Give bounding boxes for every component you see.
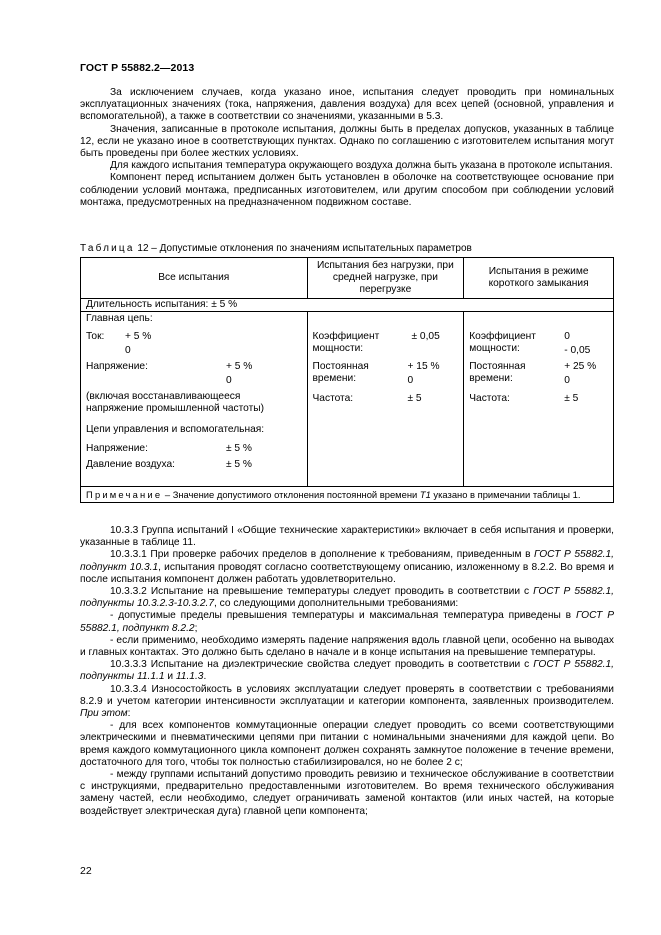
- note-text-end: указано в примечании таблицы 1.: [430, 489, 581, 501]
- paragraph: 10.3.3 Группа испытаний I «Общие технические характеристики» включает в себя испытания и проверки, указанные в таблице 11.: [80, 525, 614, 549]
- air-pressure-value: ± 5 %: [226, 459, 252, 471]
- paragraph: - между группами испытаний допустимо проводить ревизию и техническое обслуживание в соответствии с инструкциями, предварительно предоставленными изготовителем. Во время технического обслуживания замену частей, если необходимо, следует ограничивать заменой контактов (или иных частей, на которые воздействует электрическая дуга) главной цепи компонента;: [80, 769, 614, 817]
- frequency-value: ± 5: [564, 393, 579, 405]
- time-constant-plus: + 15 %: [407, 361, 440, 373]
- table-note: [81, 487, 614, 503]
- time-constant-label: Постоянная времени:: [469, 361, 526, 385]
- paragraph: За исключением случаев, когда указано иное, испытания следует проводить при номинальных эксплуатационных значениях (тока, напряжения, давления воздуха) для всех цепей (основной, управления и вспомогательной), а также в соответствии со значениями, указанными в 5.3.: [80, 87, 614, 123]
- text: и: [164, 671, 176, 683]
- voltage-minus: 0: [226, 375, 232, 387]
- paragraph: - если применимо, необходимо измерять падение напряжения вдоль главной цепи, особенно на выводах и главных контактах. Это должно быть сделано в начале и в конце испытания на превышение температуры.: [80, 634, 614, 659]
- text: 10.3.3.1 При проверке рабочих пределов в дополнение к требованиям, приведенным в: [110, 549, 535, 561]
- all-tests-cell: [81, 312, 308, 487]
- paragraph: Значения, записанные в протоколе испытания, должны быть в пределах допусков, указанных в таблице 12, если не указано иное в соответствующих пунктах. Однако по соглашению с изготовителем испытания могут быть проведены при более жестких условиях.: [80, 123, 614, 160]
- text: - допустимые пределы превышения температуры и максимальная температура приведены в: [110, 610, 576, 622]
- time-constant-label: Постоянная времени:: [312, 361, 369, 385]
- reference: ГОСТ Р 55882.1, подпункт 8.2.2: [80, 610, 614, 634]
- power-factor-label: Коэффициент мощности:: [469, 331, 536, 355]
- reference: ГОСТ Р 55882.1, подпункты 11.1.1: [80, 659, 614, 683]
- current-minus: 0: [125, 345, 131, 357]
- voltage-label: Напряжение:: [86, 361, 148, 373]
- note-word: Примечание: [86, 489, 163, 501]
- text: , испытания проводят согласно соответствующему описанию, изложенному в 8.2.2. Во время и после испытания компонент должен работать удовлетворительно.: [80, 561, 614, 585]
- text: 10.3.3.2 Испытание на превышение температуры следует проводить в соответствии с: [110, 586, 534, 598]
- air-pressure-label: Давление воздуха:: [86, 459, 175, 471]
- emphasis: При этом: [80, 708, 128, 720]
- intro-text: [80, 87, 614, 209]
- paragraph: [80, 610, 614, 634]
- text: .: [203, 671, 207, 683]
- text: , со следующими дополнительными требованиями:: [213, 598, 459, 610]
- power-factor-value: ± 0,05: [411, 331, 440, 343]
- short-circuit-cell: [464, 312, 614, 487]
- control-voltage-value: ± 5 %: [226, 443, 252, 455]
- voltage-note: (включая восстанавливающееся напряжение промышленной частоты): [86, 391, 265, 415]
- reference: ГОСТ Р 55882.1, подпункты 10.3.2.3-10.3.2.7: [80, 586, 614, 610]
- header-short-circuit: Испытания в режиме короткого замыкания: [464, 258, 614, 299]
- paragraph: [80, 684, 614, 721]
- frequency-label: Частота:: [312, 393, 354, 405]
- load-tests-cell: [307, 312, 464, 487]
- page-number: 22: [80, 865, 92, 877]
- frequency-value: ± 5: [407, 393, 422, 405]
- time-constant-minus: 0: [564, 375, 570, 387]
- control-circuits-label: Цепи управления и вспомогательная:: [86, 424, 265, 436]
- table-caption: [80, 243, 614, 254]
- text: ;: [194, 622, 198, 634]
- voltage-plus: + 5 %: [226, 361, 253, 373]
- frequency-label: Частота:: [469, 393, 510, 405]
- paragraph: Для каждого испытания температура окружающего воздуха должна быть указана в протоколе испытания.: [110, 160, 613, 172]
- power-factor-plus: 0: [564, 331, 570, 343]
- paragraph: Компонент перед испытанием должен быть установлен в оболочке на соответствующее основание при соблюдении условий монтажа, предписанных изготовителем, или другим способом при соблюдении условий монтажа, предусмотренных на предназначенном подвижном составе.: [80, 172, 614, 208]
- control-voltage-label: Напряжение:: [86, 443, 148, 455]
- document-header: ГОСТ Р 55882.2—2013: [80, 62, 195, 74]
- duration-row: Длительность испытания: ± 5 %: [81, 299, 614, 312]
- text: :: [127, 708, 131, 720]
- reference: 11.1.3: [175, 671, 204, 683]
- power-factor-minus: - 0,05: [564, 345, 591, 357]
- reference: ГОСТ Р 55882.1, подпункт 10.3.1: [80, 549, 614, 573]
- note-symbol: T1: [419, 489, 431, 501]
- text: 10.3.3.3 Испытание на диэлектрические свойства следует проводить в соответствии с: [110, 659, 534, 671]
- header-load-tests: Испытания без нагрузки, при средней нагрузке, при перегрузке: [307, 258, 464, 299]
- tolerance-table: [80, 257, 614, 503]
- time-constant-plus: + 25 %: [564, 361, 597, 373]
- power-factor-label: Коэффициент мощности:: [312, 331, 380, 355]
- time-constant-minus: 0: [407, 375, 414, 387]
- paragraph: [80, 549, 614, 586]
- paragraph: [80, 586, 614, 610]
- current-plus: + 5 %: [125, 331, 152, 343]
- header-all-tests: Все испытания: [81, 258, 308, 299]
- text: 10.3.3.4 Износостойкость в условиях эксплуатации следует проверять в соответствии с требованиями 8.2.9 и учетом категории интенсивности эксплуатации и категории компонента, заявленных производителем.: [80, 683, 614, 707]
- main-circuit-label: Главная цепь:: [86, 313, 153, 325]
- caption-word: Таблица: [80, 243, 135, 254]
- caption-text: 12 – Допустимые отклонения по значениям испытательных параметров: [134, 243, 472, 254]
- main-text: [80, 525, 614, 818]
- paragraph: - для всех компонентов коммутационные операции следует проводить со всеми соответствующими электрическими и пневматическими цепями при питании с номинальными значениями для каждой цепи. Во время каждого коммутационного цикла компонент должен сохранять замкнутое положение в течение времени, достаточного для того, чтобы ток полностью стабилизировался, но не более 2 с;: [80, 720, 614, 768]
- current-label: Ток:: [86, 331, 105, 343]
- note-text: – Значение допустимого отклонения постоянной времени: [162, 489, 420, 501]
- paragraph: [80, 659, 614, 683]
